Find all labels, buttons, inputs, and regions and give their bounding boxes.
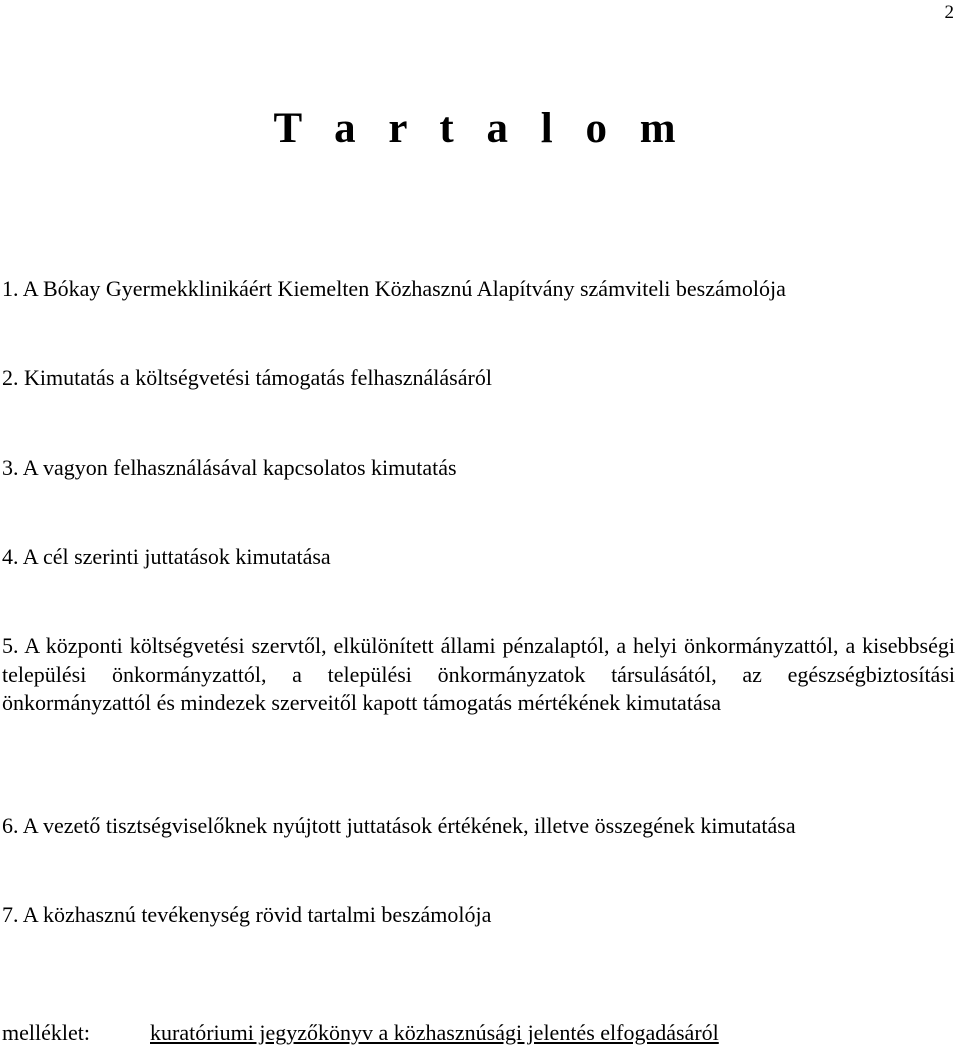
attachment-label: melléklet: xyxy=(2,1020,90,1045)
toc-item-4: 4. A cél szerinti juttatások kimutatása xyxy=(2,544,331,569)
toc-item-5: 5. A központi költségvetési szervtől, elkülönített állami pénzalaptól, a helyi önkormányzattól, a kisebbségi települési önkormányzattól, a települési önkormányzatok társulásától, az egészségbiztosítási önkormányzattól és mindezek szerveitől kapott támogatás mértékének kimutatása xyxy=(2,633,955,715)
toc-item-7: 7. A közhasznú tevékenység rövid tartalmi beszámolója xyxy=(2,902,492,927)
toc-item-1: 1. A Bókay Gyermekklinikáért Kiemelten Közhasznú Alapítvány számviteli beszámolója xyxy=(2,276,786,301)
attachment-text: kuratóriumi jegyzőkönyv a közhasznúsági jelentés elfogadásáról xyxy=(150,1020,719,1045)
toc-item-2: 2. Kimutatás a költségvetési támogatás felhasználásáról xyxy=(2,365,492,390)
attachment-line xyxy=(2,1018,719,1048)
page-number: 2 xyxy=(944,2,954,23)
page-title: T a r t a l o m xyxy=(273,105,687,152)
toc-item-6: 6. A vezető tisztségviselőknek nyújtott juttatások értékének, illetve összegének kimutatása xyxy=(2,813,796,838)
toc-item-3: 3. A vagyon felhasználásával kapcsolatos kimutatás xyxy=(2,455,457,480)
